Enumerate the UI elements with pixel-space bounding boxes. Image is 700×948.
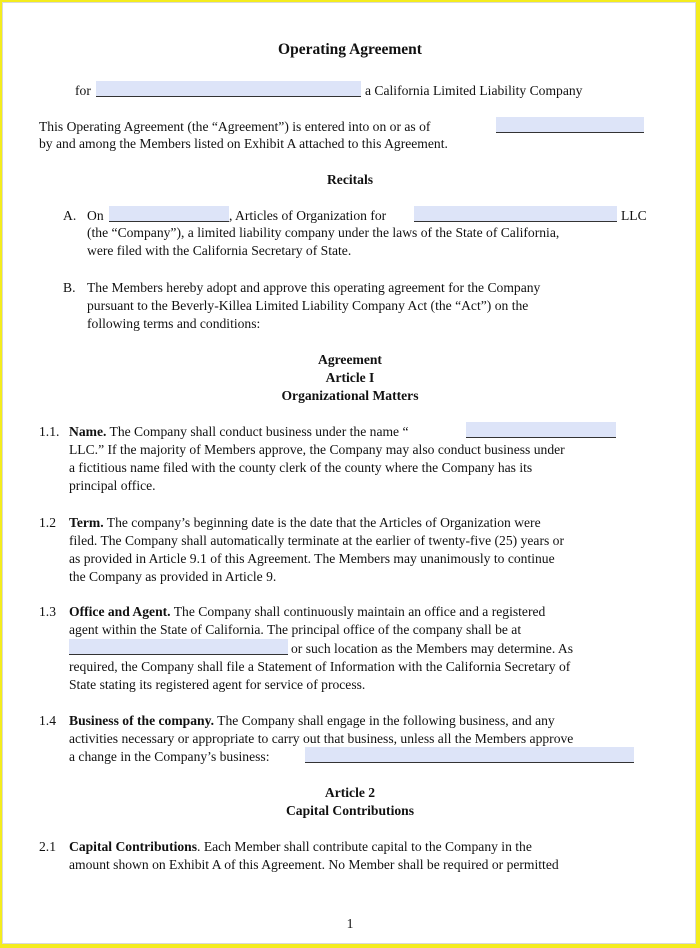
company-name-field[interactable] <box>96 81 361 97</box>
section-1-2-line-2: filed. The Company shall automatically terminate at the earlier of twenty-five (25) years or <box>69 533 564 548</box>
section-1-2-number: 1.2 <box>39 515 56 530</box>
document-page <box>2 2 696 944</box>
section-2-1-heading: Capital Contributions <box>69 839 198 854</box>
recital-b-line-2: pursuant to the Beverly-Killea Limited Liability Company Act (the “Act”) on the <box>87 298 529 313</box>
articles-company-name-field[interactable] <box>414 206 617 222</box>
section-1-1-line-3: a fictitious name filed with the county clerk of the county where the Company has its <box>69 460 533 475</box>
section-1-4-line-1 <box>69 712 555 729</box>
capital-contributions-heading: Capital Contributions <box>285 803 415 818</box>
business-name-field[interactable] <box>466 422 616 438</box>
section-2-1-number: 2.1 <box>39 839 56 854</box>
for-label: for <box>75 83 91 98</box>
recital-a-line-3: were filed with the California Secretary of State. <box>87 243 352 258</box>
recital-a-on: On <box>87 208 104 223</box>
section-1-1-text-1: The Company shall conduct business under the name “ <box>106 424 409 439</box>
recital-a-line-2: (the “Company”), a limited liability company under the laws of the State of California, <box>87 225 560 240</box>
section-1-4-heading: Business of the company. <box>69 713 215 728</box>
recitals-heading: Recitals <box>326 172 374 187</box>
section-1-3-line-1 <box>69 603 545 620</box>
recital-b-line-1: The Members hereby adopt and approve this operating agreement for the Company <box>87 280 541 295</box>
articles-filed-date-field[interactable] <box>109 206 229 222</box>
agreement-date-field[interactable] <box>496 117 644 133</box>
intro-line-1: This Operating Agreement (the “Agreement”) is entered into on or as of <box>39 119 431 134</box>
page-number: 1 <box>346 916 354 931</box>
agreement-heading: Agreement <box>318 352 382 367</box>
organizational-matters-heading: Organizational Matters <box>281 388 419 403</box>
article-1-heading: Article I <box>325 370 375 385</box>
for-suffix: a California Limited Liability Company <box>365 83 583 98</box>
section-1-4-line-2: activities necessary or appropriate to carry out that business, unless all the Members approve <box>69 731 574 746</box>
recital-a-label: A. <box>63 208 77 223</box>
section-1-1-line-2: LLC.” If the majority of Members approve, the Company may also conduct business under <box>69 442 565 457</box>
section-1-3-number: 1.3 <box>39 604 56 619</box>
section-1-4-number: 1.4 <box>39 713 56 728</box>
section-1-2-heading: Term. <box>69 515 104 530</box>
section-1-2-text-1: The company’s beginning date is the date that the Articles of Organization were <box>103 515 541 530</box>
section-1-1-line-4: principal office. <box>69 478 156 493</box>
intro-line-2: by and among the Members listed on Exhibit A attached to this Agreement. <box>39 136 448 151</box>
principal-office-field[interactable] <box>69 639 288 655</box>
recital-b-label: B. <box>63 280 76 295</box>
section-1-1-number: 1.1. <box>39 424 60 439</box>
section-1-2-line-3: as provided in Article 9.1 of this Agreement. The Members may unanimously to continue <box>69 551 555 566</box>
section-2-1-text-1: . Each Member shall contribute capital to the Company in the <box>197 839 532 854</box>
business-purpose-field[interactable] <box>305 747 634 763</box>
section-1-3-line-4: required, the Company shall file a Statement of Information with the California Secretary of <box>69 659 571 674</box>
section-1-3-text-1: The Company shall continuously maintain an office and a registered <box>170 604 546 619</box>
section-1-3-line-3: or such location as the Members may determine. As <box>291 641 573 656</box>
section-1-3-line-2: agent within the State of California. The principal office of the company shall be at <box>69 622 522 637</box>
article-2-heading: Article 2 <box>324 785 376 800</box>
document-title: Operating Agreement <box>278 41 422 58</box>
section-1-3-line-5: State stating its registered agent for service of process. <box>69 677 366 692</box>
recital-a-llc: LLC <box>621 208 647 223</box>
section-2-1-line-1 <box>69 838 532 855</box>
section-1-4-text-1: The Company shall engage in the following business, and any <box>214 713 555 728</box>
recital-a-mid: , Articles of Organization for <box>229 208 387 223</box>
section-1-2-line-4: the Company as provided in Article 9. <box>69 569 277 584</box>
section-2-1-line-2: amount shown on Exhibit A of this Agreement. No Member shall be required or permitted <box>69 857 559 872</box>
section-1-3-heading: Office and Agent. <box>69 604 171 619</box>
recital-b-line-3: following terms and conditions: <box>87 316 261 331</box>
section-1-2-line-1 <box>69 514 541 531</box>
section-1-1-line-1 <box>69 423 409 440</box>
section-1-4-line-3: a change in the Company’s business: <box>69 749 270 764</box>
section-1-1-heading: Name. <box>69 424 107 439</box>
